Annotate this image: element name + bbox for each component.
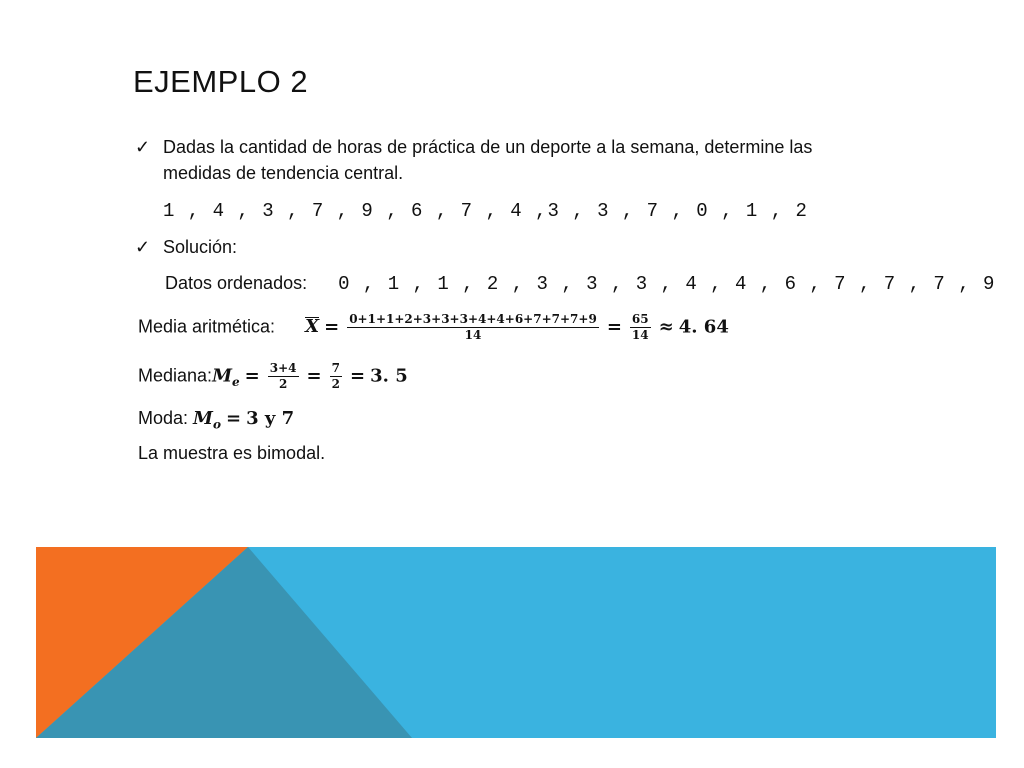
median-equals-1: =: [244, 365, 260, 387]
mode-row: [138, 405, 294, 438]
median-equals-2: =: [306, 365, 322, 387]
mean-row: [138, 312, 729, 343]
median-symbol: M: [212, 365, 232, 387]
median-result: 3. 5: [370, 365, 408, 387]
problem-line-2: medidas de tendencia central.: [163, 163, 404, 183]
mode-label: Moda:: [138, 408, 189, 428]
mode-symbol: M: [193, 408, 213, 429]
median-frac1-denominator: 2: [278, 377, 288, 391]
mean-frac2-denominator: 14: [631, 328, 649, 342]
median-frac2-numerator: 7: [331, 361, 341, 375]
mean-result: 4. 64: [678, 316, 729, 338]
mean-approx: ≈: [658, 316, 674, 338]
mean-symbol: X: [305, 316, 320, 338]
conclusion: La muestra es bimodal.: [138, 443, 326, 463]
median-frac2-denominator: 2: [331, 377, 341, 391]
mode-equals: =: [226, 408, 242, 429]
mean-fraction: [347, 312, 599, 343]
median-row: [138, 361, 408, 395]
median-subscript: e: [232, 374, 240, 389]
problem-line-1: Dadas la cantidad de horas de práctica de un deporte a la semana, determine las: [163, 137, 813, 157]
check-icon: ✓: [135, 237, 151, 257]
mean-label: Media aritmética:: [138, 316, 276, 337]
sorted-data-row: [165, 270, 995, 297]
slide-title: EJEMPLO 2: [133, 64, 309, 99]
problem-statement: [135, 134, 812, 160]
median-equals-3: =: [350, 365, 366, 387]
solution-label: Solución:: [163, 237, 238, 257]
sorted-data-label: Datos ordenados:: [165, 273, 308, 293]
mean-numerator: 0+1+1+2+3+3+3+4+4+6+7+7+7+9: [349, 312, 597, 326]
median-frac1-numerator: 3+4: [269, 361, 297, 375]
mean-denominator: 14: [464, 328, 482, 342]
median-fraction-1: [268, 361, 299, 392]
mode-subscript: o: [212, 417, 221, 432]
mean-equals-1: =: [324, 316, 340, 338]
mean-frac2-numerator: 65: [631, 312, 649, 326]
mean-fraction-2: [630, 312, 651, 343]
mean-equals-2: =: [606, 316, 622, 338]
mode-result: 3 y 7: [246, 408, 295, 429]
solution-heading: [135, 234, 237, 260]
median-label: Mediana:: [138, 365, 213, 386]
median-fraction-2: [330, 361, 342, 392]
check-icon: ✓: [135, 137, 151, 157]
sorted-data-values: 0 , 1 , 1 , 2 , 3 , 3 , 3 , 4 , 4 , 6 , 7 , 7 , 7 , 9: [338, 273, 996, 295]
raw-data: 1 , 4 , 3 , 7 , 9 , 6 , 7 , 4 ,3 , 3 , 7 , 0 , 1 , 2: [163, 200, 808, 222]
decorative-banner: [36, 547, 996, 738]
